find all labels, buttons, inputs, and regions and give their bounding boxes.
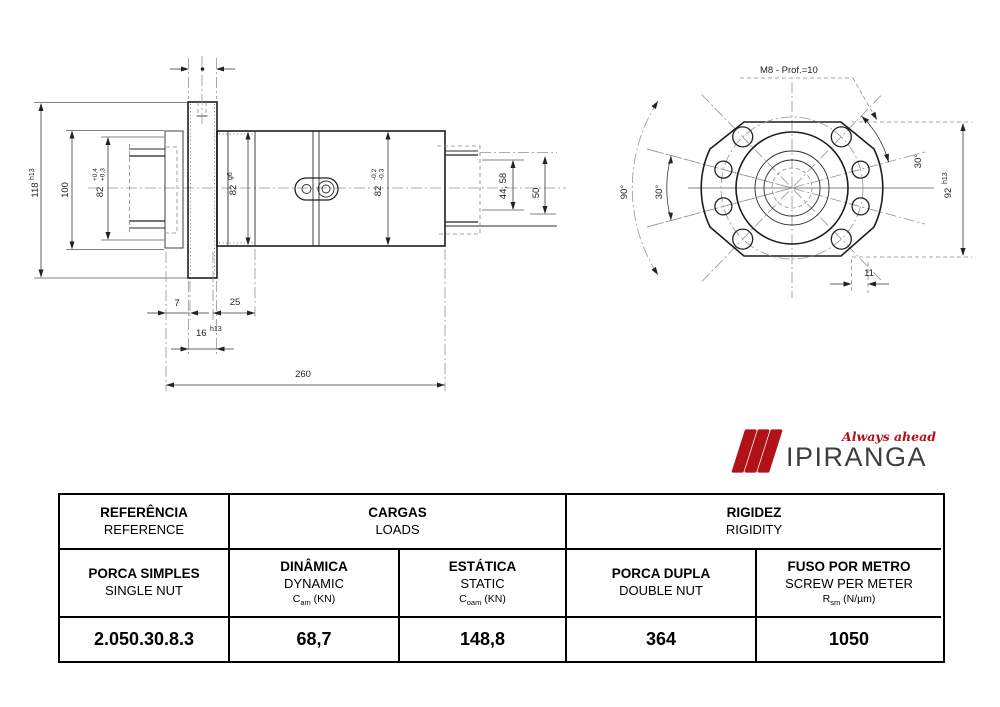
col-title-en: SINGLE NUT (104, 583, 183, 599)
dim-angle-30-right-value: 30° (913, 153, 924, 169)
dim-angle-90 (619, 101, 658, 275)
col-title-en: SCREW PER METER (785, 575, 913, 591)
value-reference (60, 618, 230, 661)
front-center-lines (647, 82, 934, 298)
group-title-en: RIGIDITY (725, 521, 783, 537)
symbol-subscript: sm (830, 597, 841, 607)
col-header-screw-per-meter (757, 550, 941, 618)
col-title-en: DYNAMIC (284, 575, 344, 591)
dim-offset-value: 7 (174, 298, 180, 309)
symbol-letter: C (459, 592, 467, 605)
housing-and-screw-left (129, 131, 183, 248)
dim-body-od-value: 82 (373, 185, 384, 197)
symbol-unit: (KN) (484, 592, 506, 605)
symbol-unit: (KN) (313, 592, 336, 605)
col-header-single-nut (60, 550, 230, 618)
col-title-pt: ESTÁTICA (448, 558, 517, 574)
dim-housing (60, 131, 164, 250)
brand-name: IPIRANGA (786, 442, 928, 472)
col-title-pt: DINÂMICA (280, 558, 348, 574)
screw-rigidity: 1050 (828, 629, 870, 650)
dim-angle-30-left-value: 30° (654, 184, 665, 200)
dim-screw-od-value: 50 (531, 187, 542, 199)
dim-bore (92, 137, 164, 240)
dim-angle-90-value: 90° (619, 184, 630, 200)
group-title-en: LOADS (375, 521, 420, 537)
value-double-nut-rigidity (567, 618, 757, 661)
dim-total-length-value: 260 (295, 369, 311, 380)
group-title-en: REFERENCE (103, 521, 185, 537)
front-view (619, 65, 972, 298)
static-load: 148,8 (459, 629, 506, 650)
double-nut-rigidity: 364 (645, 629, 677, 650)
group-header-loads (230, 495, 567, 550)
col-title-en: STATIC (460, 575, 505, 591)
dim-spigot-length-value: 25 (229, 297, 241, 308)
flange-section (188, 56, 217, 278)
dim-hole-offset-value: 11 (864, 268, 874, 279)
thread-note-label: M8 - Prof.=10 (760, 65, 818, 76)
group-title-pt: REFERÊNCIA (100, 504, 188, 520)
dim-offset (147, 298, 209, 316)
dim-spigot-fit: g6 (227, 172, 234, 180)
group-title-pt: CARGAS (368, 504, 427, 520)
symbol-subscript: am (300, 597, 311, 607)
dim-flange-width-value: 16 (196, 328, 207, 339)
value-dynamic-load (230, 618, 400, 661)
dynamic-load: 68,7 (296, 629, 332, 650)
dim-screw-od (530, 156, 556, 214)
col-header-dynamic (230, 550, 400, 618)
dim-across-flats-value: 92 (943, 187, 954, 199)
ipiranga-mark-icon (730, 428, 786, 474)
value-static-load (400, 618, 567, 661)
symbol-unit: (N/µm) (843, 592, 876, 605)
side-view (29, 56, 566, 391)
col-header-static (400, 550, 567, 618)
reference-code: 2.050.30.8.3 (93, 629, 195, 650)
thread-note (740, 65, 877, 120)
dim-body-od-tol-lower: -0,3 (378, 168, 386, 180)
col-header-double-nut (567, 550, 757, 618)
symbol-subscript: oam (466, 597, 482, 607)
dim-bore-tol-lower: +0,3 (99, 168, 107, 181)
col-title-pt: PORCA DUPLA (611, 566, 711, 582)
dim-bore-value: 82 (95, 186, 106, 198)
dim-flange-width (171, 326, 234, 352)
brand-logo (728, 424, 938, 476)
value-screw-rigidity (757, 618, 941, 661)
dim-angle-30-left (654, 156, 673, 220)
col-symbol (823, 593, 876, 607)
brand-tagline: Always ahead (842, 429, 936, 444)
dim-body-od-tol-upper: -0,2 (371, 168, 378, 180)
dim-total-length (166, 369, 445, 388)
grease-nipple (295, 178, 338, 200)
dim-spigot-length (213, 297, 255, 316)
dim-flange-od-tolclass: h13 (29, 168, 36, 180)
col-symbol (293, 593, 336, 607)
flange-top-dimension (170, 58, 235, 99)
dim-spigot (227, 132, 251, 246)
dim-hole-offset (830, 259, 889, 293)
dim-bore-tol-upper: +0,4 (92, 168, 99, 181)
dim-spigot-value: 82 (228, 184, 239, 196)
dim-screw-root (482, 160, 524, 210)
group-header-rigidity (567, 495, 941, 550)
dim-across-flats-tolclass: h13 (942, 172, 949, 184)
dim-screw-root-value: 44, 58 (498, 172, 509, 200)
group-header-reference (60, 495, 230, 550)
col-title-pt: FUSO POR METRO (787, 558, 911, 574)
group-title-pt: RIGIDEZ (726, 504, 782, 520)
symbol-letter: C (292, 592, 301, 605)
dim-across-flats (852, 122, 972, 257)
spec-table (58, 493, 945, 663)
col-symbol (459, 593, 506, 607)
nut-body (217, 131, 445, 246)
col-title-en: DOUBLE NUT (619, 583, 703, 599)
col-title-pt: PORCA SIMPLES (88, 566, 200, 582)
dim-body-od (371, 132, 391, 246)
dim-flange-od-value: 118 (30, 182, 41, 198)
symbol-letter: R (822, 592, 831, 605)
dim-housing-value: 100 (60, 182, 71, 198)
dim-flange-width-tolclass: h13 (210, 326, 222, 333)
